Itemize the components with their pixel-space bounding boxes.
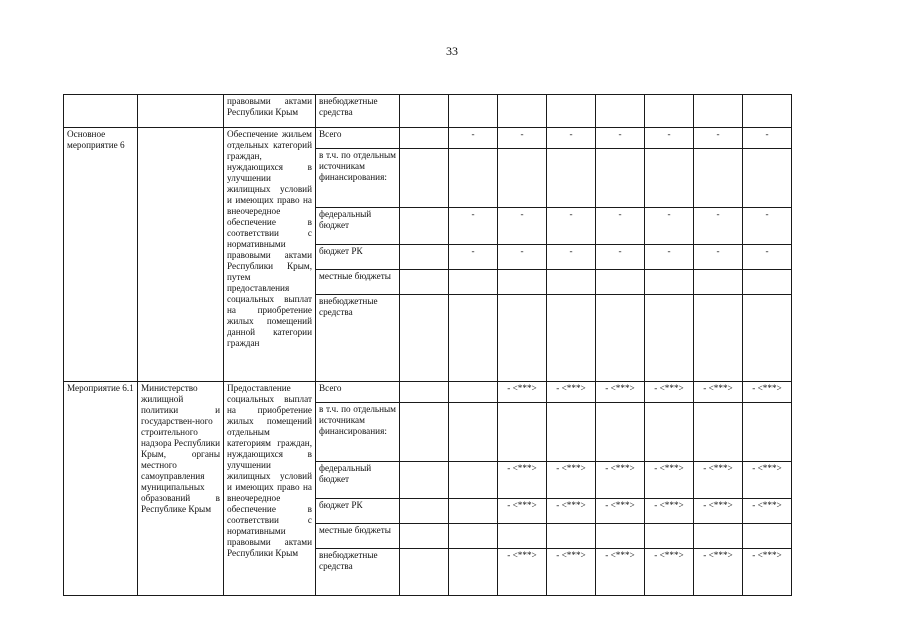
value-cell: - [694,245,743,270]
value-cell [743,149,792,208]
value-cell: - <***> [645,382,694,403]
value-cell [449,270,498,295]
value-cell: - [743,245,792,270]
value-cell [400,270,449,295]
value-cell: - [449,245,498,270]
value-cell [400,462,449,499]
value-cell [547,149,596,208]
value-cell [400,524,449,549]
value-cell: - <***> [596,549,645,596]
source-cell: в т.ч. по отдельным источникам финансирования: [316,149,400,208]
value-cell [400,549,449,596]
value-cell: - [645,208,694,245]
value-cell [449,149,498,208]
value-cell: - <***> [547,382,596,403]
source-cell: федеральный бюджет [316,208,400,245]
source-cell: бюджет РК [316,245,400,270]
value-cell: - <***> [743,549,792,596]
executor-cell: Министерство жилищной политики и государствен-ного строительного надзора Республики Крым, органы местного самоуправления муниципальных образований в Республике Крым [138,382,224,596]
value-cell: - [596,245,645,270]
value-cell [694,270,743,295]
value-cell [596,295,645,382]
value-cell [400,149,449,208]
value-cell [449,524,498,549]
value-cell [498,95,547,128]
value-cell [400,499,449,524]
value-cell: - <***> [547,462,596,499]
value-cell [694,295,743,382]
source-cell: бюджет РК [316,499,400,524]
value-cell [596,403,645,462]
table-row [64,95,792,128]
description-cell: Предоставление социальных выплат на приобретение жилых помещений отдельным категориям граждан, нуждающихся в улучшении жилищных условий и имеющих право на внеочередное обеспечение в соответствии с нормативными правовыми актами Республики Крым [224,382,316,596]
value-cell: - <***> [596,382,645,403]
value-cell [743,95,792,128]
value-cell: - <***> [645,462,694,499]
source-cell: Всего [316,128,400,149]
value-cell [547,295,596,382]
description-cell: Обеспечение жильем отдельных категорий граждан, нуждающихся в улучшении жилищных условий и имеющих право на внеочередное обеспечение в соответствии с нормативными правовыми актами Республики Крым, путем предоставления социальных выплат на приобретение жилых помещений данной категории граждан [224,128,316,382]
executor-cell [138,95,224,128]
title-cell: Мероприятие 6.1 [64,382,138,596]
value-cell [449,95,498,128]
source-cell: в т.ч. по отдельным источникам финансирования: [316,403,400,462]
source-cell: внебюджетные средства [316,295,400,382]
source-cell: местные бюджеты [316,270,400,295]
value-cell [449,499,498,524]
value-cell [400,295,449,382]
value-cell [400,382,449,403]
budget-table [63,94,792,596]
source-cell: внебюджетные средства [316,95,400,128]
value-cell: - [498,128,547,149]
table-row [64,382,792,403]
value-cell: - <***> [498,462,547,499]
value-cell [596,149,645,208]
value-cell [498,403,547,462]
value-cell: - <***> [645,499,694,524]
source-cell: внебюджетные средства [316,549,400,596]
value-cell: - <***> [498,382,547,403]
value-cell [596,524,645,549]
value-cell: - [449,208,498,245]
value-cell [400,245,449,270]
value-cell: - <***> [743,499,792,524]
value-cell: - <***> [694,382,743,403]
value-cell: - <***> [596,462,645,499]
value-cell [645,403,694,462]
value-cell: - [645,245,694,270]
value-cell: - [743,128,792,149]
source-cell: Всего [316,382,400,403]
title-cell [64,95,138,128]
value-cell [449,403,498,462]
value-cell: - [596,128,645,149]
value-cell: - <***> [743,382,792,403]
budget-table-body [64,95,792,596]
page-number: 33 [446,44,458,58]
value-cell [498,524,547,549]
value-cell [596,95,645,128]
value-cell [400,95,449,128]
value-cell: - [596,208,645,245]
value-cell: - [743,208,792,245]
value-cell [645,149,694,208]
value-cell: - <***> [694,549,743,596]
source-cell: федеральный бюджет [316,462,400,499]
executor-cell [138,128,224,382]
value-cell: - <***> [547,499,596,524]
value-cell [547,403,596,462]
value-cell [547,524,596,549]
value-cell [743,524,792,549]
value-cell: - [645,128,694,149]
value-cell: - <***> [743,462,792,499]
description-cell: правовыми актами Республики Крым [224,95,316,128]
value-cell [449,382,498,403]
value-cell: - <***> [596,499,645,524]
source-cell: местные бюджеты [316,524,400,549]
value-cell [743,295,792,382]
value-cell [400,208,449,245]
value-cell [498,270,547,295]
title-cell: Основное мероприятие 6 [64,128,138,382]
value-cell [694,524,743,549]
value-cell [743,270,792,295]
value-cell: - <***> [498,499,547,524]
value-cell [645,295,694,382]
value-cell [694,95,743,128]
value-cell [694,403,743,462]
value-cell: - <***> [498,549,547,596]
value-cell: - [547,208,596,245]
table-row [64,128,792,149]
value-cell [498,295,547,382]
value-cell [547,95,596,128]
value-cell: - [694,128,743,149]
value-cell: - <***> [694,462,743,499]
value-cell [449,549,498,596]
value-cell: - <***> [547,549,596,596]
value-cell [400,128,449,149]
value-cell: - [694,208,743,245]
value-cell: - [498,208,547,245]
value-cell [498,149,547,208]
value-cell [645,270,694,295]
value-cell [547,270,596,295]
value-cell: - [547,128,596,149]
value-cell: - [547,245,596,270]
value-cell [694,149,743,208]
value-cell [645,95,694,128]
value-cell [449,295,498,382]
value-cell: - [498,245,547,270]
value-cell: - <***> [694,499,743,524]
value-cell: - <***> [645,549,694,596]
value-cell [449,462,498,499]
value-cell [743,403,792,462]
value-cell: - [449,128,498,149]
value-cell [400,403,449,462]
value-cell [645,524,694,549]
value-cell [596,270,645,295]
